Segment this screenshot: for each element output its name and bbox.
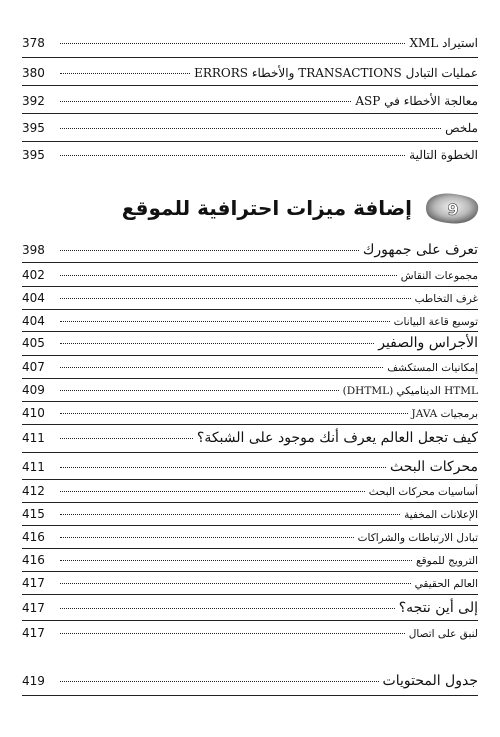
toc-entry (22, 673, 478, 689)
leader-dots (60, 537, 354, 538)
divider (22, 113, 478, 114)
toc-entry (22, 66, 478, 80)
divider (22, 452, 478, 453)
toc-entry (22, 242, 478, 258)
divider (22, 479, 478, 480)
leader-dots (60, 250, 359, 251)
entry-title: جدول المحتويات (382, 673, 478, 689)
entry-title: الخطوة التالية (409, 148, 478, 162)
leader-dots (60, 390, 339, 391)
toc-entry (22, 291, 478, 305)
divider (22, 331, 478, 332)
entry-title: استيراد XML (409, 36, 478, 50)
entry-page: 417 (22, 576, 45, 590)
entry-title: ملخص (445, 121, 478, 135)
divider (22, 502, 478, 503)
chapter-title: إضافة ميزات احترافية للموقع (121, 196, 412, 220)
entry-page: 395 (22, 121, 45, 135)
entry-title: إمكانيات المستكشف (387, 362, 478, 374)
entry-title: محركات البحث (390, 459, 478, 475)
toc-entry (22, 36, 478, 50)
leader-dots (60, 491, 365, 492)
divider (22, 309, 478, 310)
entry-page: 417 (22, 626, 45, 640)
divider (22, 525, 478, 526)
divider (22, 262, 478, 263)
leader-dots (60, 438, 193, 439)
leader-dots (60, 514, 400, 515)
toc-entry (22, 600, 478, 616)
divider (22, 141, 478, 142)
toc-entry (22, 335, 478, 351)
entry-page: 411 (22, 460, 45, 474)
entry-page: 407 (22, 360, 45, 374)
chapter-number: 9 (447, 200, 459, 219)
entry-page: 405 (22, 336, 45, 350)
entry-page: 404 (22, 291, 45, 305)
toc-entry (22, 314, 478, 328)
toc-entry (22, 383, 478, 397)
leader-dots (60, 367, 383, 368)
leader-dots (60, 467, 386, 468)
toc-entry (22, 360, 478, 374)
entry-page: 404 (22, 314, 45, 328)
divider (22, 424, 478, 425)
entry-page: 412 (22, 484, 45, 498)
divider (22, 548, 478, 549)
entry-page: 409 (22, 383, 45, 397)
leader-dots (60, 155, 405, 156)
toc-entry (22, 576, 478, 590)
entry-title: لنبق على اتصال (408, 628, 478, 640)
entry-title: غرف التخاطب (414, 293, 478, 305)
toc-entry (22, 459, 478, 475)
toc-entry (22, 148, 478, 162)
entry-page: 402 (22, 268, 45, 282)
entry-title: كيف تجعل العالم يعرف أنك موجود على الشبكة؟ (196, 430, 478, 446)
divider (22, 378, 478, 379)
entry-title: إلى أين نتجه؟ (398, 600, 478, 616)
divider (22, 594, 478, 595)
entry-title: الأجراس والصفير (378, 335, 478, 351)
leader-dots (60, 413, 408, 414)
entry-page: 380 (22, 66, 45, 80)
toc-entry (22, 94, 478, 108)
entry-title: معالجة الأخطاء في ASP (355, 94, 478, 108)
toc-entry (22, 406, 478, 420)
chapter-heading (122, 190, 482, 226)
leader-dots (60, 73, 190, 74)
entry-title: الإعلانات المخفية (404, 509, 478, 521)
toc-entry (22, 530, 478, 544)
entry-page: 410 (22, 406, 45, 420)
entry-page: 415 (22, 507, 45, 521)
entry-page: 416 (22, 530, 45, 544)
entry-title: توسيع قاعة البيانات (393, 316, 478, 328)
leader-dots (60, 321, 390, 322)
toc-entry (22, 121, 478, 135)
divider (22, 571, 478, 572)
toc-entry (22, 553, 478, 567)
entry-page: 417 (22, 601, 45, 615)
entry-title: مجموعات النقاش (400, 270, 478, 282)
toc-entry (22, 626, 478, 640)
leader-dots (60, 633, 405, 634)
toc-entry (22, 430, 478, 446)
entry-page: 395 (22, 148, 45, 162)
divider (22, 355, 478, 356)
entry-page: 398 (22, 243, 45, 257)
divider (22, 57, 478, 58)
entry-page: 392 (22, 94, 45, 108)
leader-dots (60, 583, 411, 584)
leader-dots (60, 608, 395, 609)
toc-entry (22, 268, 478, 282)
leader-dots (60, 343, 374, 344)
entry-title: HTML الديناميكي (DHTML) (342, 385, 478, 397)
divider (22, 620, 478, 621)
entry-title: برمجيات JAVA (411, 408, 478, 420)
entry-title: عمليات التبادل TRANSACTIONS والأخطاء ERRORS (194, 66, 478, 80)
divider (22, 401, 478, 402)
entry-page: 411 (22, 431, 45, 445)
chapter-number-badge-icon (422, 190, 482, 226)
entry-title: أساسيات محركات البحث (368, 486, 478, 498)
leader-dots (60, 128, 441, 129)
entry-title: العالم الحقيقي (414, 578, 478, 590)
leader-dots (60, 298, 411, 299)
leader-dots (60, 681, 379, 682)
leader-dots (60, 275, 397, 276)
divider (22, 85, 478, 86)
entry-title: الترويج للموقع (416, 555, 478, 567)
entry-page: 419 (22, 674, 45, 688)
leader-dots (60, 101, 351, 102)
toc-entry (22, 507, 478, 521)
toc-entry (22, 484, 478, 498)
entry-title: تبادل الارتباطات والشراكات (357, 532, 478, 544)
entry-page: 378 (22, 36, 45, 50)
leader-dots (60, 43, 405, 44)
leader-dots (60, 560, 412, 561)
divider (22, 286, 478, 287)
entry-title: تعرف على جمهورك (362, 242, 478, 258)
divider (22, 695, 478, 696)
entry-page: 416 (22, 553, 45, 567)
